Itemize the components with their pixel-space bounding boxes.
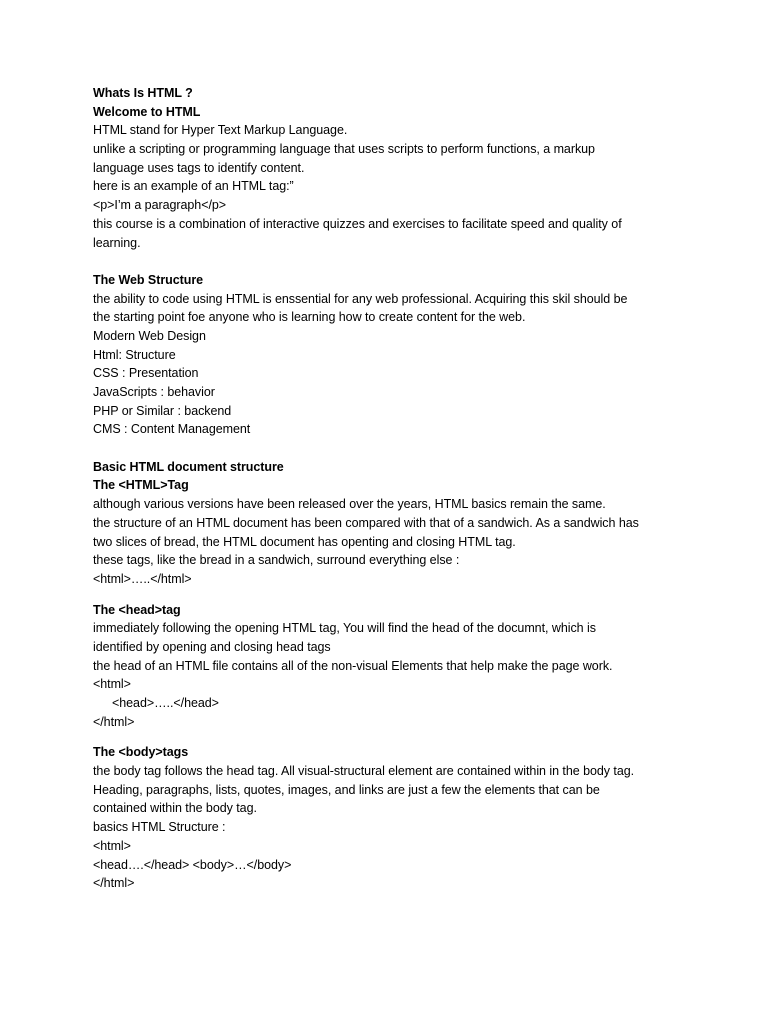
text-line: Heading, paragraphs, lists, quotes, images, and links are just a few the elements that can be: [93, 782, 600, 797]
code-line: <p>I’m a paragraph</p>: [93, 198, 227, 213]
heading-whats-is-html: Whats Is HTML ?: [93, 86, 193, 100]
heading-basic-structure: Basic HTML document structure: [93, 459, 284, 474]
text-line: immediately following the opening HTML tag, You will find the head of the documnt, which is: [93, 621, 596, 636]
text-line: two slices of bread, the HTML document has openting and closing HTML tag.: [93, 534, 516, 549]
paragraph-gap: [93, 439, 693, 458]
code-line-indented: <head>…..</head>: [112, 696, 219, 710]
heading-html-tag: The <HTML>Tag: [93, 478, 189, 493]
text-line: language uses tags to identify content.: [93, 160, 305, 175]
section-intro: [93, 84, 693, 252]
text-line: Html: Structure: [93, 347, 176, 362]
code-line: <html>: [93, 677, 131, 692]
section-head-tag: [93, 601, 693, 732]
code-line: <html>…..</html>: [93, 571, 192, 586]
document-page: [93, 84, 693, 893]
section-web-structure: [93, 271, 693, 439]
text-line: identified by opening and closing head tags: [93, 639, 331, 654]
code-line: </html>: [93, 714, 135, 729]
code-line: <html>: [93, 838, 131, 853]
text-line: the ability to code using HTML is enssential for any web professional. Acquiring this skil should be: [93, 291, 628, 306]
paragraph-gap: [93, 589, 693, 601]
text-line: the head of an HTML file contains all of the non-visual Elements that help make the page work.: [93, 658, 613, 673]
section-body-tags: [93, 743, 693, 893]
text-line: contained within the body tag.: [93, 801, 257, 816]
heading-web-structure: The Web Structure: [93, 272, 204, 287]
heading-head-tag: The <head>tag: [93, 602, 181, 617]
text-line: these tags, like the bread in a sandwich, surround everything else :: [93, 553, 460, 568]
paragraph-gap: [93, 731, 693, 743]
section-basic-structure: [93, 458, 693, 589]
text-line: basics HTML Structure :: [93, 820, 226, 835]
heading-welcome: Welcome to HTML: [93, 104, 201, 119]
text-line: this course is a combination of interactive quizzes and exercises to facilitate speed and quality of: [93, 216, 622, 231]
text-line: here is an example of an HTML tag:”: [93, 179, 294, 194]
code-line: <head….</head> <body>…</body>: [93, 857, 292, 872]
text-line: CMS : Content Management: [93, 422, 251, 437]
heading-body-tags: The <body>tags: [93, 745, 189, 760]
text-line: HTML stand for Hyper Text Markup Language.: [93, 123, 348, 138]
text-line: the body tag follows the head tag. All visual-structural element are contained within in the body tag.: [93, 764, 635, 779]
text-line: unlike a scripting or programming language that uses scripts to perform functions, a markup: [93, 142, 595, 157]
text-line: learning.: [93, 235, 141, 250]
text-line: the starting point foe anyone who is learning how to create content for the web.: [93, 310, 526, 325]
text-line: the structure of an HTML document has been compared with that of a sandwich. As a sandwich has: [93, 515, 639, 530]
text-line: JavaScripts : behavior: [93, 385, 215, 399]
code-line: </html>: [93, 876, 135, 891]
text-line: Modern Web Design: [93, 328, 206, 343]
text-line: although various versions have been released over the years, HTML basics remain the same.: [93, 497, 606, 512]
text-line: PHP or Similar : backend: [93, 403, 232, 418]
text-line: CSS : Presentation: [93, 366, 199, 381]
paragraph-gap: [93, 252, 693, 271]
